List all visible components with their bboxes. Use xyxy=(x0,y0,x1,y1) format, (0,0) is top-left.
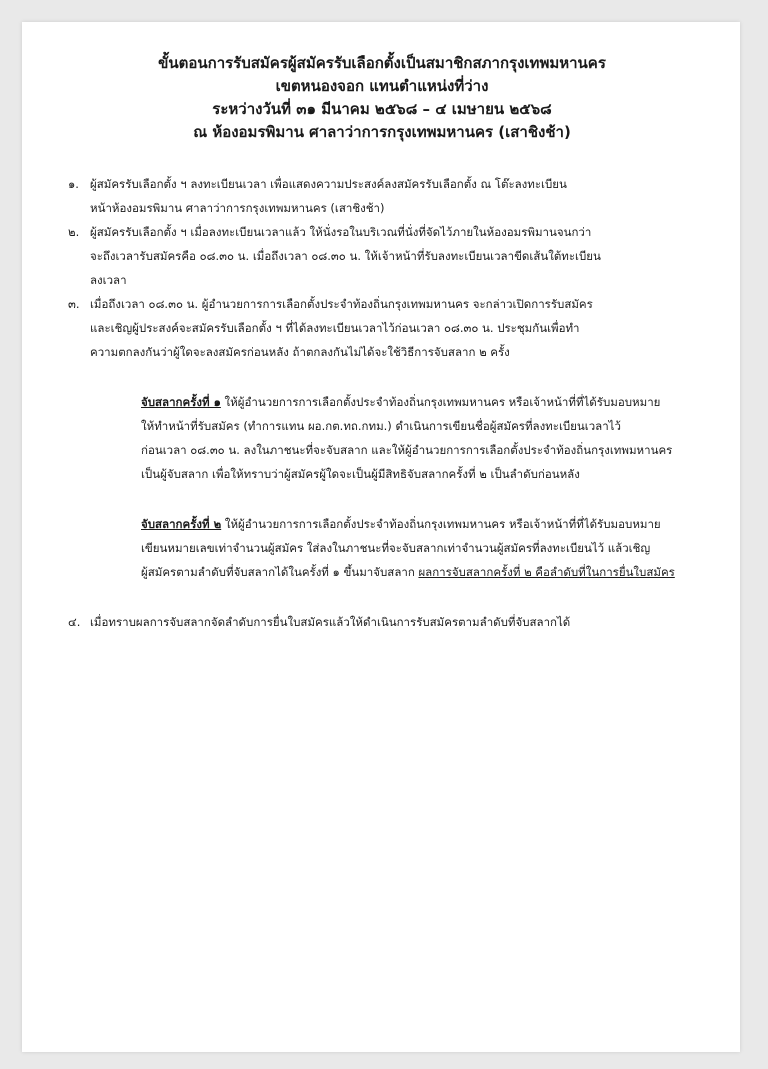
step-text-line: และเชิญผู้ประสงค์จะสมัครรับเลือกตั้ง ฯ ที่ได้ลงทะเบียนเวลาไว้ก่อนเวลา ๐๘.๓๐ น. ประชุมกันเพื่อทำ xyxy=(90,321,580,335)
draw-2-result-note: ผลการจับสลากครั้งที่ ๒ คือลำดับที่ในการยื่นใบสมัคร xyxy=(418,565,675,579)
document-page xyxy=(22,22,740,1052)
step-1 xyxy=(68,172,710,220)
draw-2-heading: จับสลากครั้งที่ ๒ xyxy=(141,517,222,531)
step-number: ๓. xyxy=(68,297,80,311)
step-text-line: ผู้สมัครรับเลือกตั้ง ฯ เมื่อลงทะเบียนเวลาแล้ว ให้นั่งรอในบริเวณที่นั่งที่จัดไว้ภายในห้องอมรพิมานจนกว่า xyxy=(90,225,592,239)
draw-2-text: ให้ผู้อำนวยการการเลือกตั้งประจำท้องถิ่นกรุงเทพมหานคร หรือเจ้าหน้าที่ที่ได้รับมอบหมาย xyxy=(221,517,661,531)
step-text-line: เมื่อทราบผลการจับสลากจัดลำดับการยื่นใบสมัครแล้วให้ดำเนินการรับสมัครตามลำดับที่จับสลากได้ xyxy=(90,615,571,629)
title-line-1: ขั้นตอนการรับสมัครผู้สมัครรับเลือกตั้งเป็นสมาชิกสภากรุงเทพมหานคร xyxy=(158,54,606,72)
step-text-line: ลงเวลา xyxy=(90,273,127,287)
draw-1-line: ให้ทำหน้าที่รับสมัคร (ทำการแทน ผอ.กต.ทถ.กทม.) ดำเนินการเขียนชื่อผู้สมัครที่ลงทะเบียนเวลาไว้ xyxy=(141,419,621,433)
draw-1-heading: จับสลากครั้งที่ ๑ xyxy=(141,395,221,409)
draw-1-text: ให้ผู้อำนวยการการเลือกตั้งประจำท้องถิ่นกรุงเทพมหานคร หรือเจ้าหน้าที่ที่ได้รับมอบหมาย xyxy=(220,395,661,409)
step-text-line: หน้าห้องอมรพิมาน ศาลาว่าการกรุงเทพมหานคร (เสาชิงช้า) xyxy=(90,201,385,215)
draw-1-line: ก่อนเวลา ๐๘.๓๐ น. ลงในภาชนะที่จะจับสลาก และให้ผู้อำนวยการการเลือกตั้งประจำท้องถิ่นกรุงเทพมหานคร xyxy=(141,443,673,457)
draw-round-1 xyxy=(141,390,716,486)
step-text-line: จะถึงเวลารับสมัครคือ ๐๘.๓๐ น. เมื่อถึงเวลา ๐๘.๓๐ น. ให้เจ้าหน้าที่รับลงทะเบียนเวลาขีดเส้นใต้ทะเบียน xyxy=(90,249,601,263)
title-line-3: ระหว่างวันที่ ๓๑ มีนาคม ๒๕๖๘ – ๔ เมษายน ๒๕๖๘ xyxy=(212,100,552,118)
draw-2-line: เขียนหมายเลขเท่าจำนวนผู้สมัคร ใส่ลงในภาชนะที่จะจับสลากเท่าจำนวนผู้สมัครที่ลงทะเบียนไว้ แล้วเชิญ xyxy=(141,541,651,555)
step-4 xyxy=(68,610,710,634)
step-number: ๒. xyxy=(68,225,80,239)
draw-1-line: เป็นผู้จับสลาก เพื่อให้ทราบว่าผู้สมัครผู้ใดจะเป็นผู้มีสิทธิจับสลากครั้งที่ ๒ เป็นลำดับก่อนหลัง xyxy=(141,467,580,481)
step-text-line: เมื่อถึงเวลา ๐๘.๓๐ น. ผู้อำนวยการการเลือกตั้งประจำท้องถิ่นกรุงเทพมหานคร จะกล่าวเปิดการรับสมัคร xyxy=(90,297,593,311)
step-2 xyxy=(68,220,710,292)
title-line-4: ณ ห้องอมรพิมาน ศาลาว่าการกรุงเทพมหานคร (เสาชิงช้า) xyxy=(193,123,571,141)
step-number: ๑. xyxy=(68,177,79,191)
draw-2-line: ผู้สมัครตามลำดับที่จับสลากได้ในครั้งที่ ๑ ขึ้นมาจับสลาก xyxy=(141,565,419,579)
document-title xyxy=(42,52,722,144)
title-line-2: เขตหนองจอก แทนตำแหน่งที่ว่าง xyxy=(275,77,489,95)
step-3 xyxy=(68,292,710,364)
step-text-line: ผู้สมัครรับเลือกตั้ง ฯ ลงทะเบียนเวลา เพื่อแสดงความประสงค์ลงสมัครรับเลือกตั้ง ณ โต๊ะลงทะเบียน xyxy=(90,177,567,191)
step-text-line: ความตกลงกันว่าผู้ใดจะลงสมัครก่อนหลัง ถ้าตกลงกันไม่ได้จะใช้วิธีการจับสลาก ๒ ครั้ง xyxy=(90,345,510,359)
draw-round-2 xyxy=(141,512,716,584)
step-number: ๔. xyxy=(68,615,81,629)
